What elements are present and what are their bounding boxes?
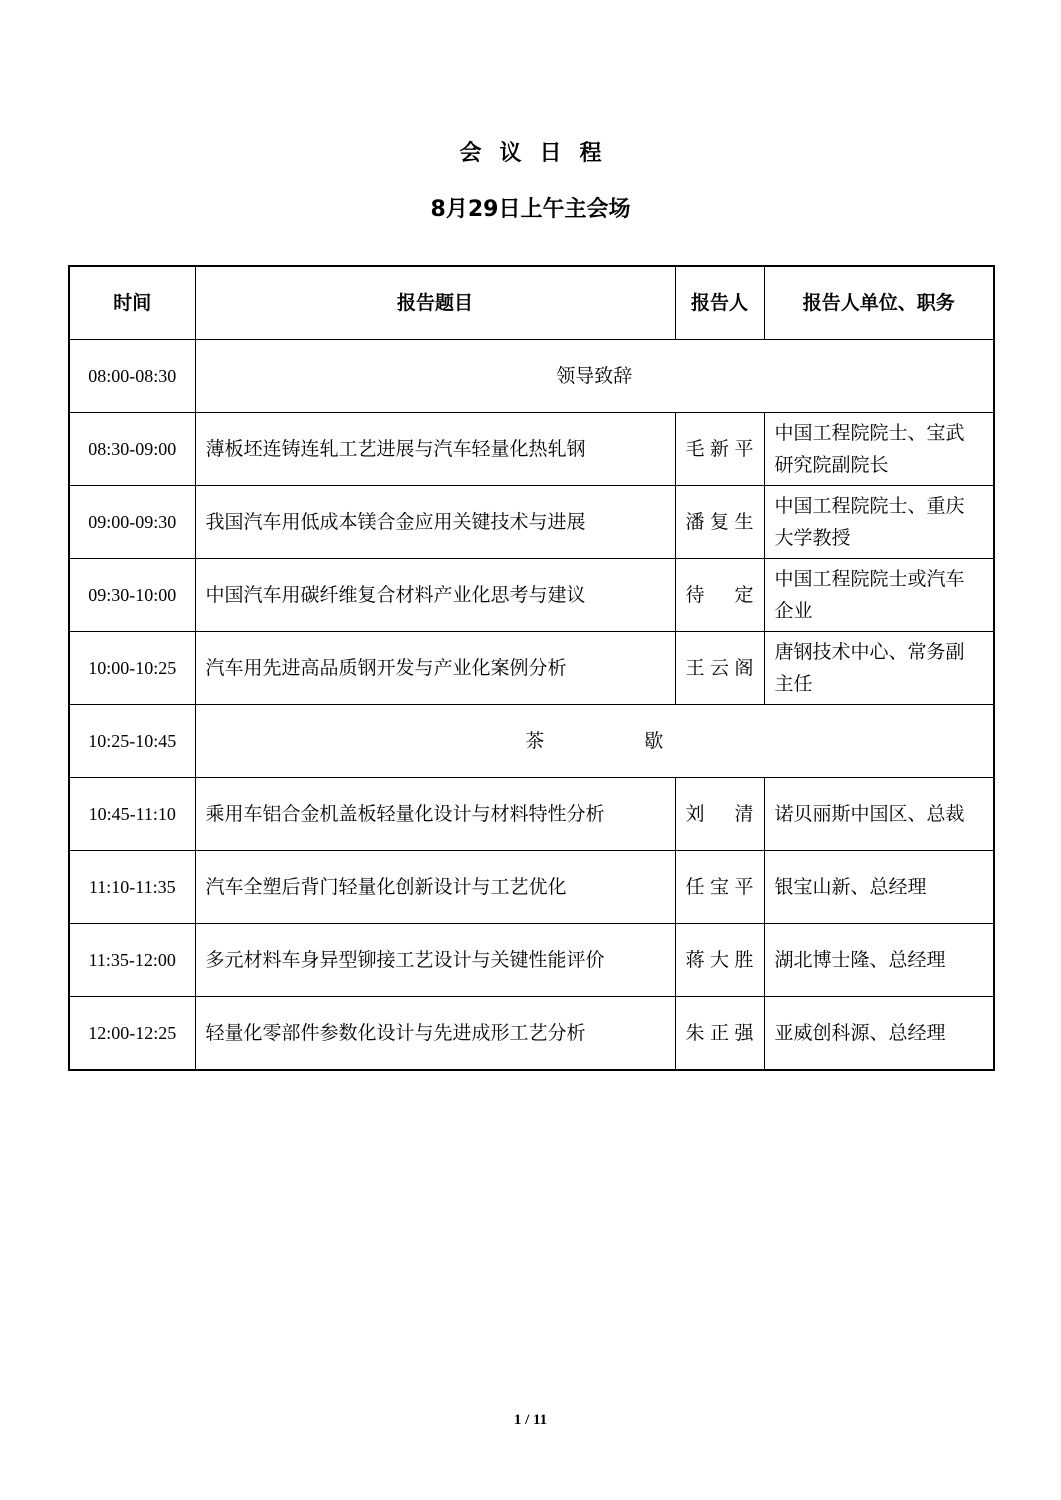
time-cell: 10:00-10:25 [69,632,195,705]
table-row [69,997,994,1071]
time-cell: 11:10-11:35 [69,851,195,924]
speaker-cell: 任宝平 [675,851,764,924]
speaker-cell: 王云阁 [675,632,764,705]
agenda-table [68,265,995,1071]
speaker-cell: 刘清 [675,778,764,851]
topic-cell: 汽车用先进高品质钢开发与产业化案例分析 [195,632,675,705]
table-row [69,705,994,778]
session-cell: 领导致辞 [195,340,994,413]
table-row [69,851,994,924]
time-cell: 08:00-08:30 [69,340,195,413]
topic-cell: 薄板坯连铸连轧工艺进展与汽车轻量化热轧钢 [195,413,675,486]
org-cell: 亚威创科源、总经理 [764,997,994,1071]
time-cell: 11:35-12:00 [69,924,195,997]
time-cell: 12:00-12:25 [69,997,195,1071]
time-cell: 09:00-09:30 [69,486,195,559]
table-row [69,778,994,851]
time-cell: 08:30-09:00 [69,413,195,486]
table-row [69,559,994,632]
topic-cell: 轻量化零部件参数化设计与先进成形工艺分析 [195,997,675,1071]
time-cell: 10:45-11:10 [69,778,195,851]
org-cell: 湖北博士隆、总经理 [764,924,994,997]
time-cell: 10:25-10:45 [69,705,195,778]
table-row [69,413,994,486]
table-header-row [69,266,994,340]
header-topic: 报告题目 [195,266,675,340]
table-row [69,632,994,705]
topic-cell: 乘用车铝合金机盖板轻量化设计与材料特性分析 [195,778,675,851]
page-number: 1 / 11 [513,1412,548,1428]
speaker-cell: 毛新平 [675,413,764,486]
org-cell: 中国工程院院士、宝武研究院副院长 [764,413,994,486]
speaker-cell: 蒋大胜 [675,924,764,997]
speaker-cell: 待定 [675,559,764,632]
topic-cell: 我国汽车用低成本镁合金应用关键技术与进展 [195,486,675,559]
speaker-cell: 潘复生 [675,486,764,559]
topic-cell: 中国汽车用碳纤维复合材料产业化思考与建议 [195,559,675,632]
org-cell: 中国工程院院士或汽车企业 [764,559,994,632]
page-title: 会议日程 [459,141,620,166]
page-subtitle: 8月29日上午主会场 [430,197,631,222]
header-speaker: 报告人 [675,266,764,340]
break-cell: 茶歇 [195,705,994,778]
header-time: 时间 [69,266,195,340]
org-cell: 唐钢技术中心、常务副主任 [764,632,994,705]
org-cell: 诺贝丽斯中国区、总裁 [764,778,994,851]
table-row [69,486,994,559]
table-row [69,924,994,997]
table-row [69,340,994,413]
org-cell: 中国工程院院士、重庆大学教授 [764,486,994,559]
org-cell: 银宝山新、总经理 [764,851,994,924]
time-cell: 09:30-10:00 [69,559,195,632]
topic-cell: 多元材料车身异型铆接工艺设计与关键性能评价 [195,924,675,997]
header-org: 报告人单位、职务 [764,266,994,340]
speaker-cell: 朱正强 [675,997,764,1071]
topic-cell: 汽车全塑后背门轻量化创新设计与工艺优化 [195,851,675,924]
